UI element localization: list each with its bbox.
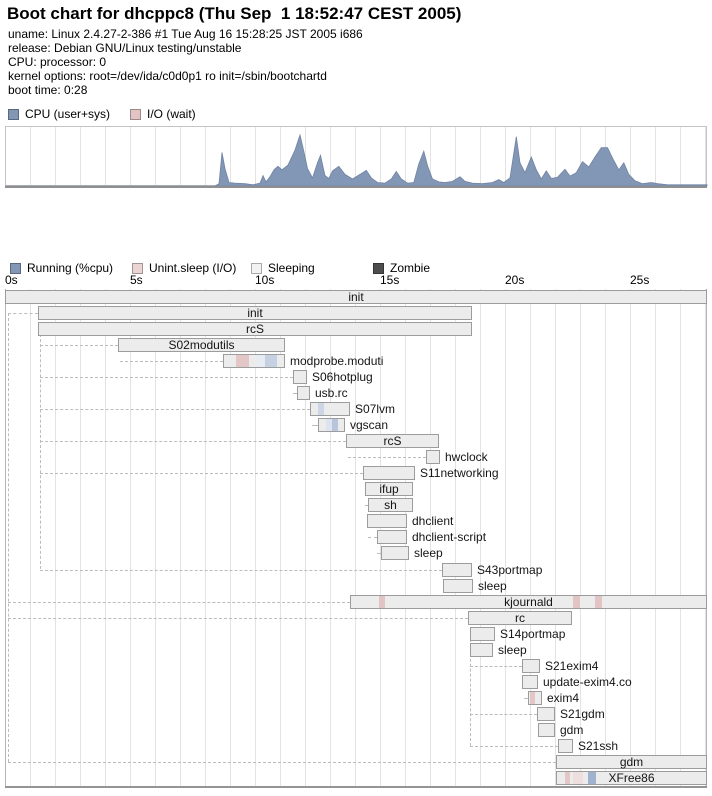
gridline	[605, 289, 606, 786]
process-label: gdm	[619, 754, 644, 769]
process-state-segment	[257, 355, 266, 367]
legend-label: Unint.sleep (I/O)	[149, 261, 237, 275]
process-bar	[522, 659, 540, 673]
time-axis	[0, 273, 712, 288]
process-state-segment	[530, 692, 535, 704]
cpu-legend-item	[8, 107, 110, 121]
process-bar	[426, 450, 440, 464]
process-bar	[377, 530, 407, 544]
axis-tick-label: 10s	[255, 273, 275, 287]
gridline	[680, 289, 681, 786]
gridline	[130, 289, 131, 786]
parent-child-connector	[40, 345, 118, 346]
process-state-segment	[332, 419, 338, 431]
info-line: CPU: processor: 0	[8, 55, 107, 69]
process-label: S43portmap	[477, 562, 543, 577]
chart-right-border	[706, 289, 707, 786]
parent-child-connector	[8, 762, 556, 763]
process-bar	[293, 370, 307, 384]
parent-child-connector	[8, 602, 350, 603]
process-label: hwclock	[445, 450, 488, 465]
axis-tick-label: 5s	[130, 273, 143, 287]
process-label: rc	[515, 610, 525, 625]
process-label: modprobe.moduti	[290, 354, 384, 369]
parent-child-connector	[368, 537, 377, 538]
cpu-legend	[0, 107, 712, 121]
parent-child-connector	[470, 714, 537, 715]
gridline	[205, 289, 206, 786]
gridline	[105, 289, 106, 786]
page-title: Boot chart for dhcppc8 (Thu Sep 1 18:52:47 CEST 2005)	[7, 4, 462, 23]
parent-child-connector	[348, 457, 426, 458]
process-label: sh	[384, 498, 397, 513]
parent-child-connector	[8, 313, 9, 762]
process-label: sleep	[498, 642, 527, 657]
process-bar	[538, 723, 555, 737]
process-bar	[470, 627, 495, 641]
process-label: sleep	[414, 546, 443, 561]
process-bar	[528, 691, 542, 705]
process-bar	[442, 563, 472, 577]
parent-child-connector	[8, 618, 468, 619]
axis-tick-label: 20s	[505, 273, 525, 287]
info-line: uname: Linux 2.4.27-2-386 #1 Tue Aug 16 15:28:25 JST 2005 i686	[8, 27, 363, 41]
process-label: S06hotplug	[312, 370, 373, 385]
cpu-swatch-icon	[8, 109, 19, 120]
parent-child-connector	[470, 666, 522, 667]
info-line: release: Debian GNU/Linux testing/unstable	[8, 41, 242, 55]
process-label: update-exim4.co	[543, 674, 632, 689]
process-label: XFree86	[608, 770, 655, 785]
system-info	[8, 27, 363, 97]
process-label: ifup	[379, 482, 399, 497]
process-label: exim4	[547, 690, 580, 705]
chart-bottom-border	[5, 786, 707, 788]
parent-child-connector	[40, 409, 310, 410]
cpu-legend-item	[130, 107, 196, 121]
process-label: init	[247, 306, 263, 321]
process-label: S21gdm	[560, 706, 605, 721]
process-label: rcS	[246, 322, 264, 337]
process-state-segment	[236, 355, 249, 367]
cpu-usage-chart	[0, 126, 712, 188]
legend-label: Zombie	[390, 261, 431, 275]
parent-child-connector	[40, 329, 41, 569]
process-label: S21exim4	[545, 658, 599, 673]
process-label: vgscan	[350, 418, 389, 433]
process-bar	[310, 402, 350, 416]
gridline	[505, 289, 506, 786]
process-state-segment	[265, 355, 276, 367]
process-label: init	[348, 290, 364, 304]
legend-label: Sleeping	[268, 261, 315, 275]
info-line: boot time: 0:28	[8, 83, 88, 97]
process-label: gdm	[560, 722, 584, 737]
process-bar	[522, 675, 538, 689]
axis-tick-label: 25s	[630, 273, 650, 287]
process-bar	[537, 707, 555, 721]
cpu-swatch-icon	[130, 109, 141, 120]
gridline	[80, 289, 81, 786]
process-label: rcS	[383, 434, 402, 449]
process-bar	[367, 514, 407, 528]
gridline	[655, 289, 656, 786]
process-label: S11networking	[420, 466, 499, 481]
process-label: S07lvm	[355, 402, 396, 417]
process-label: S02modutils	[168, 338, 235, 353]
process-gantt-chart	[0, 289, 712, 788]
parent-child-connector	[40, 377, 293, 378]
process-bar	[558, 739, 573, 753]
legend-label: CPU (user+sys)	[25, 107, 111, 121]
legend-label: I/O (wait)	[147, 107, 196, 121]
process-label: usb.rc	[315, 386, 348, 401]
process-bar	[443, 579, 473, 593]
process-bar	[470, 643, 493, 657]
gridline	[155, 289, 156, 786]
parent-child-connector	[40, 473, 363, 474]
gridline	[30, 289, 31, 786]
gridline	[530, 289, 531, 786]
process-bar	[363, 466, 415, 480]
info-line: kernel options: root=/dev/ida/c0d0p1 ro init=/sbin/bootchartd	[8, 69, 327, 83]
axis-tick-label: 15s	[380, 273, 400, 287]
gridline	[630, 289, 631, 786]
process-label: S14portmap	[500, 626, 566, 641]
cpu-chart-svg	[0, 126, 712, 188]
proc-swatch-icon	[251, 263, 262, 274]
parent-child-connector	[8, 313, 38, 314]
process-label: dhclient-script	[412, 530, 487, 545]
gridline	[180, 289, 181, 786]
process-label: S21ssh	[578, 738, 619, 753]
gridline	[555, 289, 556, 786]
legend-label: Running (%cpu)	[27, 261, 114, 275]
parent-child-connector	[40, 570, 442, 571]
process-label: kjournald	[504, 594, 553, 609]
parent-child-connector	[470, 746, 558, 747]
axis-tick-label: 0s	[5, 273, 18, 287]
process-bar	[381, 546, 409, 560]
gridline	[55, 289, 56, 786]
process-label: sleep	[478, 578, 507, 593]
process-bar	[223, 354, 285, 368]
proc-swatch-icon	[132, 263, 143, 274]
process-bar	[297, 386, 310, 400]
proc-swatch-icon	[10, 263, 21, 274]
process-label: dhclient	[412, 514, 454, 529]
chart-left-border	[5, 289, 6, 786]
process-bar	[318, 418, 345, 432]
process-state-segment	[318, 403, 324, 415]
parent-child-connector	[40, 441, 346, 442]
proc-swatch-icon	[373, 263, 384, 274]
parent-child-connector	[120, 361, 223, 362]
